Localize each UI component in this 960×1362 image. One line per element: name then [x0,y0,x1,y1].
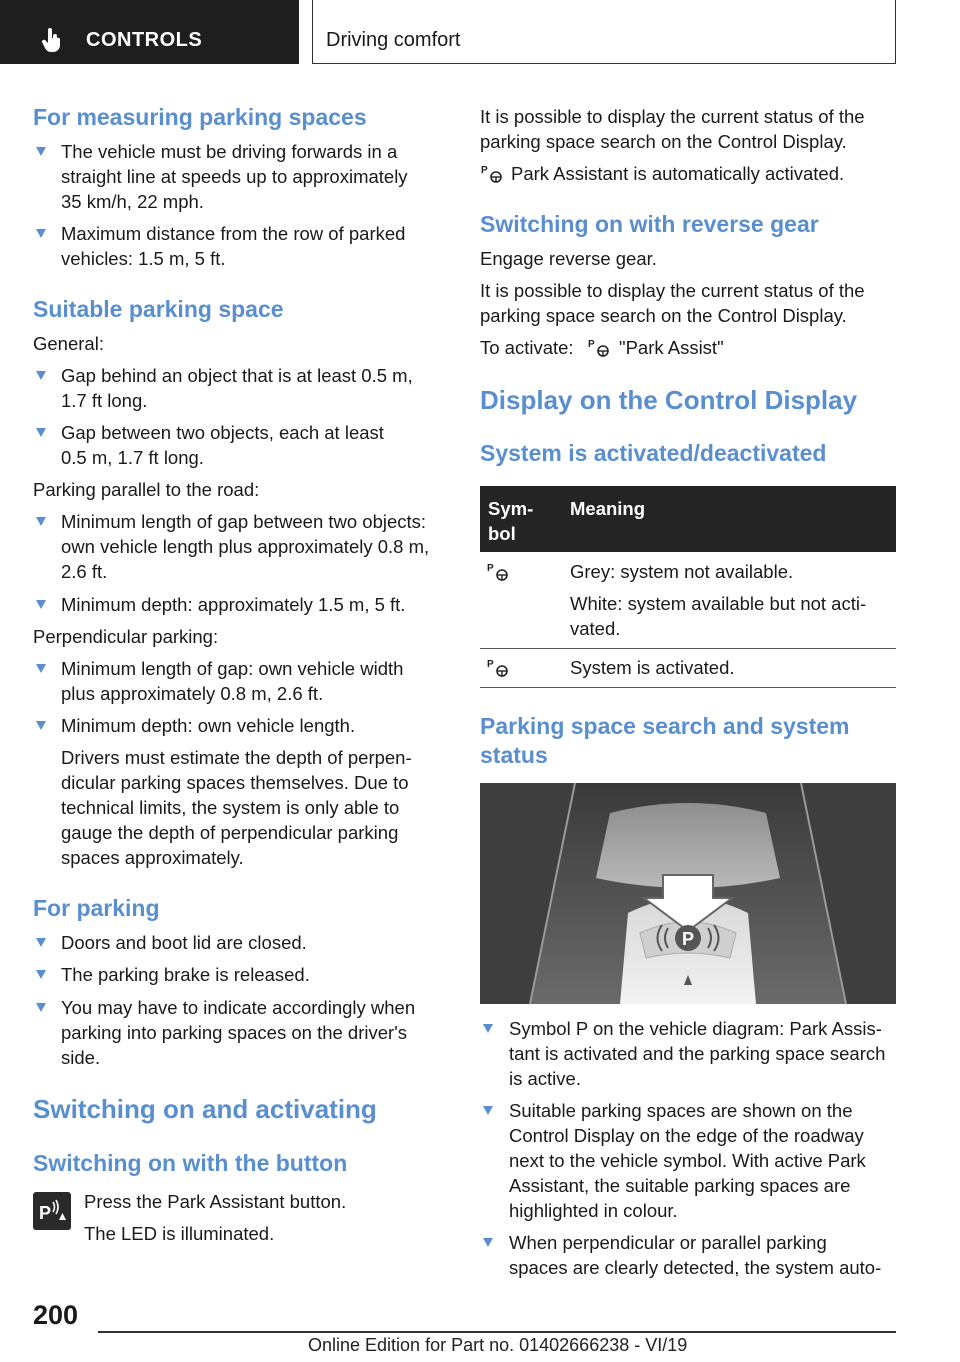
park-assist-icon [486,657,512,679]
section-title: CONTROLS [86,29,203,51]
text-line: The vehicle must be driving forwards in a [61,141,398,162]
park-assist-icon [480,163,506,185]
text-line: side. [61,1047,101,1068]
text-line: 0.5 m, 1.7 ft long. [61,447,204,468]
footer-edition: Online Edition for Part no. 01402666238 - VI/19 [308,1335,688,1355]
heading-search [480,713,849,769]
text-line: Gap behind an object that is at least 0.5 m, [61,365,413,386]
svg-text:P: P [588,339,595,350]
text-line: It is possible to display the current status of the [480,106,865,127]
heading-reverse: Switching on with reverse gear [480,211,819,237]
text-line: parking space search on the Control Display. [480,305,847,326]
text-line: The parking brake is released. [61,964,310,985]
bullet-triangle-icon [36,938,46,947]
text-line: "Park Assist" [619,337,724,358]
text-line: highlighted in colour. [509,1200,678,1221]
text-line: Minimum depth: own vehicle length. [61,715,356,736]
parking-search-illustration [480,783,896,1004]
footer-divider [98,1331,896,1333]
bullet-triangle-icon [36,970,46,979]
text-line: bol [488,523,516,544]
park-assist-icon [587,337,613,359]
chapter-header [312,0,896,64]
text-line: Parking parallel to the road: [33,479,260,500]
hand-pointer-icon [40,28,64,52]
bullet-triangle-icon [36,229,46,238]
bullet-triangle-icon [36,517,46,526]
text-line: Minimum length of gap: own vehicle width [61,658,404,679]
bullet-triangle-icon [36,428,46,437]
table-cell: Grey: system not available. [570,561,794,582]
text-line: 35 km/h, 22 mph. [61,191,204,212]
text-line: straight line at speeds up to approximately [61,166,408,187]
table-cell: vated. [570,618,621,639]
heading-button: Switching on with the button [33,1150,348,1176]
bullet-triangle-icon [36,664,46,673]
text-line: Perpendicular parking: [33,626,219,647]
text-line: next to the vehicle symbol. With active Park [509,1150,866,1171]
svg-text:P: P [481,165,488,176]
text-line: Symbol P on the vehicle diagram: Park Assis- [509,1018,882,1039]
svg-text:P: P [487,563,494,574]
text-line: tant is activated and the parking space search [509,1043,886,1064]
text-line: General: [33,333,104,354]
text-line: gauge the depth of perpendicular parking [61,822,399,843]
text-line: spaces approximately. [61,847,244,868]
chapter-title: Driving comfort [326,29,461,51]
page-number: 200 [33,1300,79,1330]
bullet-triangle-icon [36,721,46,730]
text-line: Gap between two objects, each at least [61,422,384,443]
text-line: Minimum depth: approximately 1.5 m, 5 ft. [61,594,406,615]
bullet-triangle-icon [36,147,46,156]
text-line: Press the Park Assistant button. [84,1191,347,1212]
text-line: parking into parking spaces on the driver's [61,1022,407,1043]
heading-for-parking: For parking [33,895,160,921]
park-assistant-button-icon [33,1192,71,1230]
text-line: parking space search on the Control Display. [480,131,847,152]
bullet-triangle-icon [483,1106,493,1115]
text-line: own vehicle length plus approximately 0.8 m, [61,536,430,557]
text-line: vehicles: 1.5 m, 5 ft. [61,248,226,269]
heading-measuring: For measuring parking spaces [33,104,367,130]
text-line: dicular parking spaces themselves. Due to [61,772,409,793]
text-line: 2.6 ft. [61,561,108,582]
table-cell: System is activated. [570,657,735,678]
text-line: is active. [509,1068,581,1089]
bullet-triangle-icon [36,1003,46,1012]
park-assist-icon [486,561,512,583]
text-line: Sym- [488,498,534,519]
svg-text:P: P [39,1203,52,1223]
vehicle-p-symbol: P [682,929,695,949]
bullet-triangle-icon [36,371,46,380]
table-col-symbol [488,496,533,546]
text-line: Assistant, the suitable parking spaces are [509,1175,851,1196]
text-line: When perpendicular or parallel parking [509,1232,827,1253]
text-line: You may have to indicate accordingly when [61,997,416,1018]
bullet-triangle-icon [36,600,46,609]
table-header [480,486,896,552]
text-line: status [480,742,548,768]
text-line: The LED is illuminated. [84,1223,275,1244]
bullet-triangle-icon [483,1238,493,1247]
text-line: To activate: [480,337,574,358]
text-line: Engage reverse gear. [480,248,657,269]
heading-display: Display on the Control Display [480,385,858,415]
text-line: Drivers must estimate the depth of perpen- [61,747,412,768]
table-col-meaning: Meaning [570,498,646,519]
text-line: Parking space search and system [480,713,850,739]
svg-text:P: P [487,659,494,670]
text-line: Minimum length of gap between two objects: [61,511,427,532]
table-divider [480,648,896,649]
table-cell: White: system available but not acti- [570,593,867,614]
text-line: Park Assistant is automatically activated. [511,163,845,184]
text-line: 1.7 ft long. [61,390,148,411]
section-tab [0,0,299,64]
text-line: technical limits, the system is only able to [61,797,400,818]
text-line: It is possible to display the current status of the [480,280,865,301]
heading-suitable: Suitable parking space [33,296,284,322]
table-divider [480,687,896,688]
text-line: Maximum distance from the row of parked [61,223,406,244]
text-line: plus approximately 0.8 m, 2.6 ft. [61,683,324,704]
heading-system: System is activated/deactivated [480,440,827,466]
text-line: Suitable parking spaces are shown on the [509,1100,853,1121]
heading-switching-on: Switching on and activating [33,1094,377,1124]
bullet-triangle-icon [483,1024,493,1033]
text-line: Doors and boot lid are closed. [61,932,307,953]
text-line: spaces are clearly detected, the system auto- [509,1257,882,1278]
text-line: Control Display on the edge of the roadway [509,1125,864,1146]
